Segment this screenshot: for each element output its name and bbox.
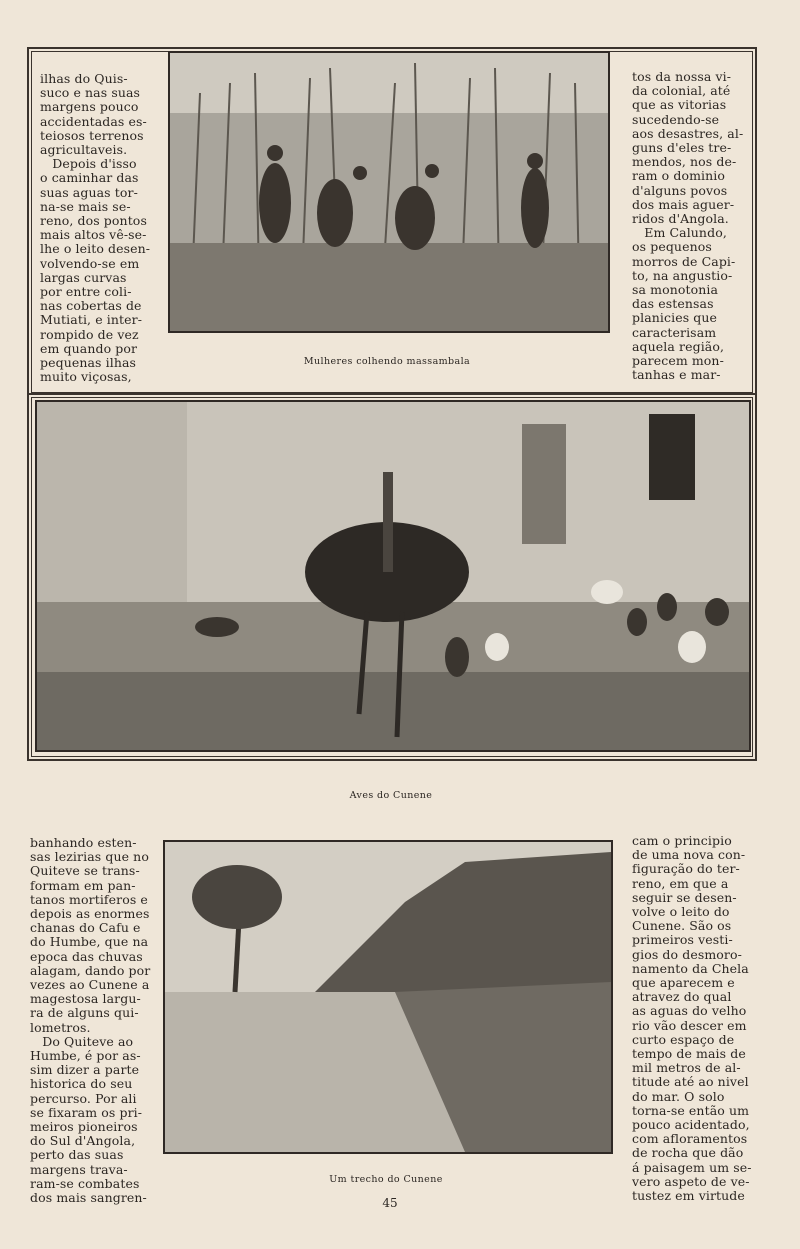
caption-birds-of-cunene: Aves do Cunene	[349, 790, 433, 801]
bottom-left-column-text: banhando esten- sas lezirias que no Quiteve se trans- formam em pan- tanos mortiferos e depois as enormes chanas do Cafu e do Humbe, que na epoca das chuvas alagam, dando por vezes ao Cunene a magestosa largu- ra de alguns qui- lometros. Do Quiteve ao Humbe, é por as- sim dizer a parte historica do seu percurso. Por ali se fixaram os pri- meiros pioneiros do Sul d'Angola, perto das suas margens trava- ram-se combates dos mais sangren-	[30, 835, 151, 1206]
photo-birds-of-cunene	[35, 400, 751, 752]
top-right-column-text: tos da nossa vi- da colonial, até que as vitorias sucedendo-se aos desastres, al- guns d'eles tre- mendos, nos de- ram o dominio d'alguns povos dos mais aguer- ridos d'Angola. Em Calundo, os pequenos morros de Capi- to, na angustio- sa monotonia das estensas planicies que caracterisam aquela região, parecem mon- tanhas e mar-	[632, 69, 744, 383]
photo-stretch-of-cunene	[163, 840, 613, 1154]
women-harvesting-illustration	[170, 53, 608, 331]
bottom-right-column-text: cam o principio de uma nova con- figuração do ter- reno, em que a seguir se desen- volve o leito do Cunene. São os primeiros vesti- gios do desmoro- namento da Chela que aparecem e atravez do qual as aguas do velho rio vão descer em curto espaço de tempo de mais de mil metros de al- titude até ao nivel do mar. O solo torna-se então um pouco acidentado, com afloramentos de rocha que dão á paisagem um se- vero aspeto de ve- tustez em virtude	[632, 833, 752, 1204]
river-illustration	[165, 842, 611, 1152]
caption-women-harvesting: Mulheres colhendo massambala	[303, 356, 471, 367]
top-left-column-text: ilhas do Quis- suco e nas suas margens pouco accidentadas es- teiosos terrenos agricultaveis. Depois d'isso o caminhar das suas aguas tor- na-se mais se- reno, dos pontos mais altos vê-se- lhe o leito desen- volvendo-se em largas curvas por entre coli- nas cobertas de Mutiati, e inter- rompido de vez em quando por pequenas ilhas muito viçosas,	[40, 71, 151, 385]
birds-illustration	[37, 402, 749, 750]
page-number: 45	[382, 1196, 398, 1210]
caption-stretch-of-cunene: Um trecho do Cunene	[329, 1174, 443, 1185]
photo-women-harvesting	[168, 51, 610, 333]
